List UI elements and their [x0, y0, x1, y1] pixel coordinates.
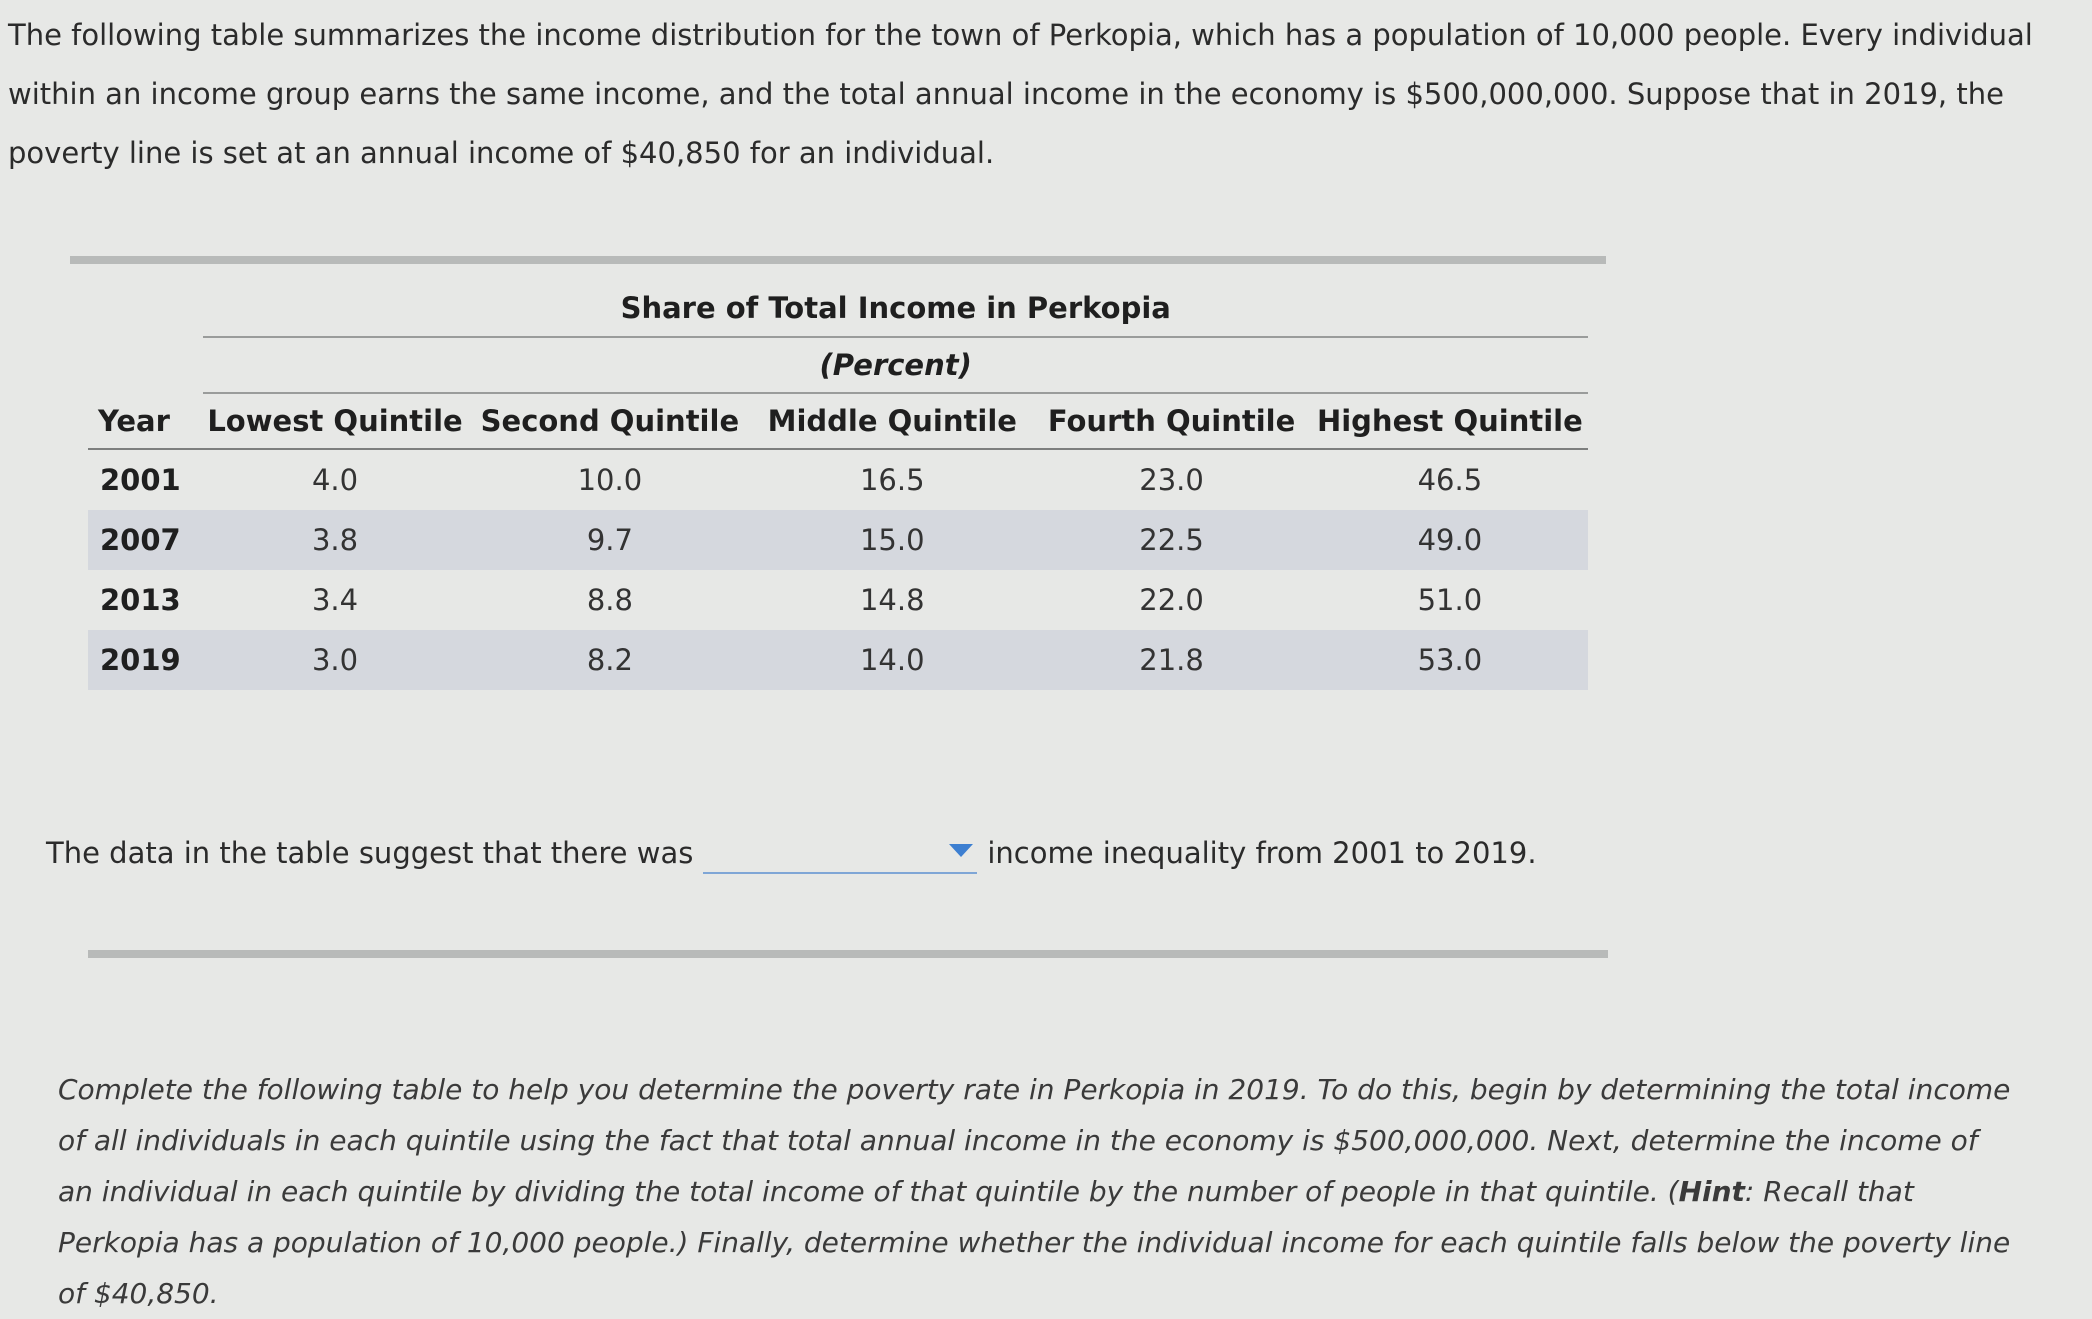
second-quintile-cell: 10.0	[577, 463, 643, 497]
lowest-quintile-cell: 3.0	[203, 630, 466, 690]
second-quintile-cell: 8.2	[467, 630, 754, 690]
highest-quintile-cell: 49.0	[1312, 510, 1588, 570]
fourth-quintile-cell: 23.0	[1139, 463, 1204, 497]
year-cell: 2019	[88, 630, 203, 690]
lowest-quintile-cell: 3.4	[311, 583, 359, 617]
table-row	[88, 570, 1588, 630]
hint-label: Hint	[1678, 1175, 1745, 1208]
middle-quintile-cell: 16.5	[859, 463, 925, 497]
year-cell: 2001	[100, 463, 181, 497]
highest-quintile-cell: 51.0	[1417, 583, 1483, 617]
dropdown-arrow-icon[interactable]	[949, 844, 973, 857]
fourth-quintile-cell: 21.8	[1031, 630, 1311, 690]
fourth-quintile-cell: 22.5	[1031, 510, 1311, 570]
column-header-second-quintile: Second Quintile	[467, 393, 754, 449]
income-share-table	[88, 280, 1588, 690]
year-cell: 2013	[100, 583, 181, 617]
highest-quintile-cell: 46.5	[1417, 463, 1483, 497]
second-quintile-cell: 8.8	[586, 583, 633, 617]
intro-paragraph: The following table summarizes the income distribution for the town of Perkopia, which has a population of 10,000 people. Every individual within an income group earns the same income, and the total annual income in the economy is $500,000,000. Suppose that in 2019, the poverty line is set at an annual income of $40,850 for an individual.	[8, 18, 2033, 170]
instructions-text-part2: : Recall that Perkopia has a population of 10,000 people.) Finally, determine whether the individual income for each quintile falls below the poverty line of $40,850.	[58, 1175, 2011, 1310]
table-bottom-rule	[88, 950, 1608, 958]
column-header-lowest-quintile: Lowest Quintile	[203, 393, 466, 449]
question-prefix: The data in the table suggest that there was	[46, 836, 694, 870]
table-row	[88, 449, 1588, 510]
table-subtitle: (Percent)	[203, 337, 1588, 393]
inequality-question	[46, 832, 1537, 874]
table-title: Share of Total Income in Perkopia	[203, 280, 1588, 337]
middle-quintile-cell: 14.0	[753, 630, 1031, 690]
column-header-row	[88, 393, 1588, 449]
middle-quintile-cell: 14.8	[859, 583, 925, 617]
second-quintile-cell: 9.7	[467, 510, 754, 570]
table-row	[88, 510, 1588, 570]
lowest-quintile-cell: 3.8	[203, 510, 466, 570]
column-header-fourth-quintile: Fourth Quintile	[1031, 393, 1311, 449]
middle-quintile-cell: 15.0	[753, 510, 1031, 570]
fourth-quintile-cell: 22.0	[1139, 583, 1204, 617]
column-header-middle-quintile: Middle Quintile	[753, 393, 1031, 449]
table-row	[88, 630, 1588, 690]
table-top-rule	[70, 256, 1606, 264]
income-share-table-container	[70, 256, 1606, 708]
table-header-spacer	[88, 280, 203, 337]
highest-quintile-cell: 53.0	[1312, 630, 1588, 690]
lowest-quintile-cell: 4.0	[311, 463, 359, 497]
question-suffix: income inequality from 2001 to 2019.	[987, 836, 1537, 870]
column-header-highest-quintile: Highest Quintile	[1312, 393, 1588, 449]
instructions-text-part1: Complete the following table to help you determine the poverty rate in Perkopia in 2019. To do this, begin by determining the total income of all individuals in each quintile using the fact that total annual income in the economy is $500,000,000. Next, determine the income of an individual in each quintile by dividing the total income of that quintile by the number of people in that quintile. (	[58, 1073, 2011, 1208]
instructions-paragraph	[58, 1064, 2018, 1319]
column-header-year: Year	[88, 393, 203, 449]
inequality-dropdown[interactable]	[703, 832, 977, 874]
table-header-spacer	[88, 337, 203, 393]
year-cell: 2007	[88, 510, 203, 570]
